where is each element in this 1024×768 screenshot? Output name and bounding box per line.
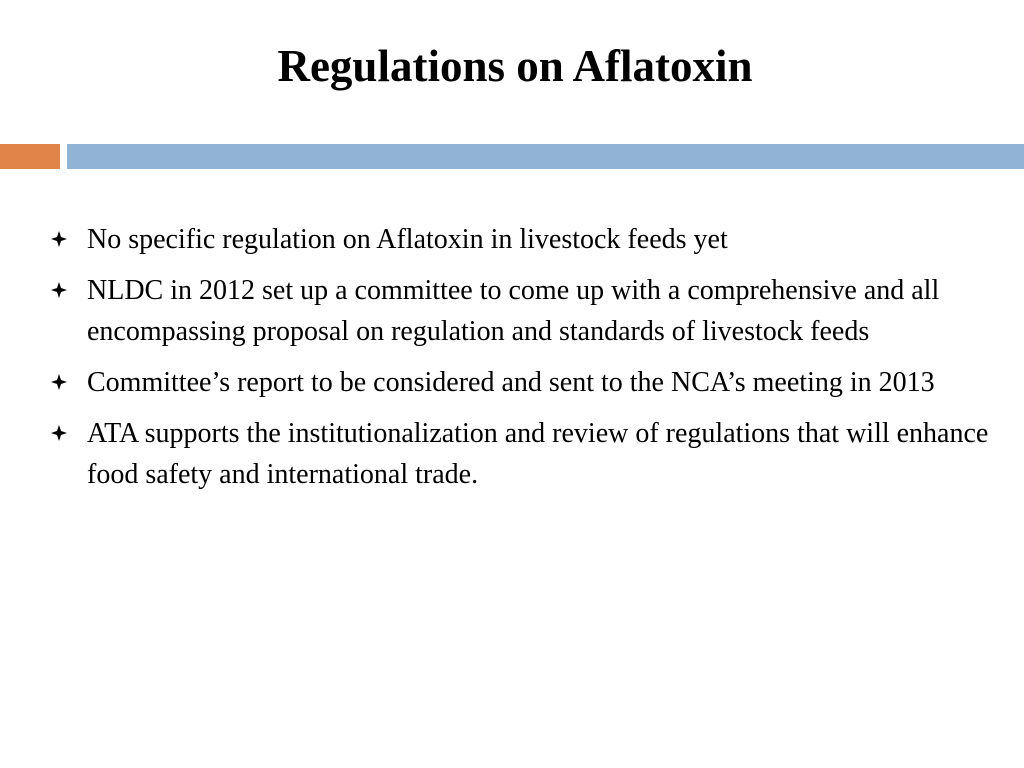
bullet-text: No specific regulation on Aflatoxin in livestock feeds yet <box>87 224 728 255</box>
bullet-item <box>50 270 1010 352</box>
bullet-item <box>50 362 1010 403</box>
slide-title: Regulations on Aflatoxin <box>277 41 753 91</box>
accent-bar <box>0 144 60 169</box>
bullet-text: NLDC in 2012 set up a committee to come up with a comprehensive and all encompassing proposal on regulation and standards of livestock feeds <box>87 275 940 347</box>
bullet-item <box>50 413 1010 495</box>
diamond-bullet-icon <box>50 373 68 391</box>
bullet-text: Committee’s report to be considered and sent to the NCA’s meeting in 2013 <box>87 367 935 398</box>
bullet-text: ATA supports the institutionalization and review of regulations that will enhance food safety and international trade. <box>87 418 989 490</box>
diamond-bullet-icon <box>50 424 68 442</box>
divider-bar <box>67 144 1024 169</box>
bullet-list <box>50 219 1010 505</box>
bullet-item <box>50 219 1010 260</box>
diamond-bullet-icon <box>50 230 68 248</box>
diamond-bullet-icon <box>50 281 68 299</box>
